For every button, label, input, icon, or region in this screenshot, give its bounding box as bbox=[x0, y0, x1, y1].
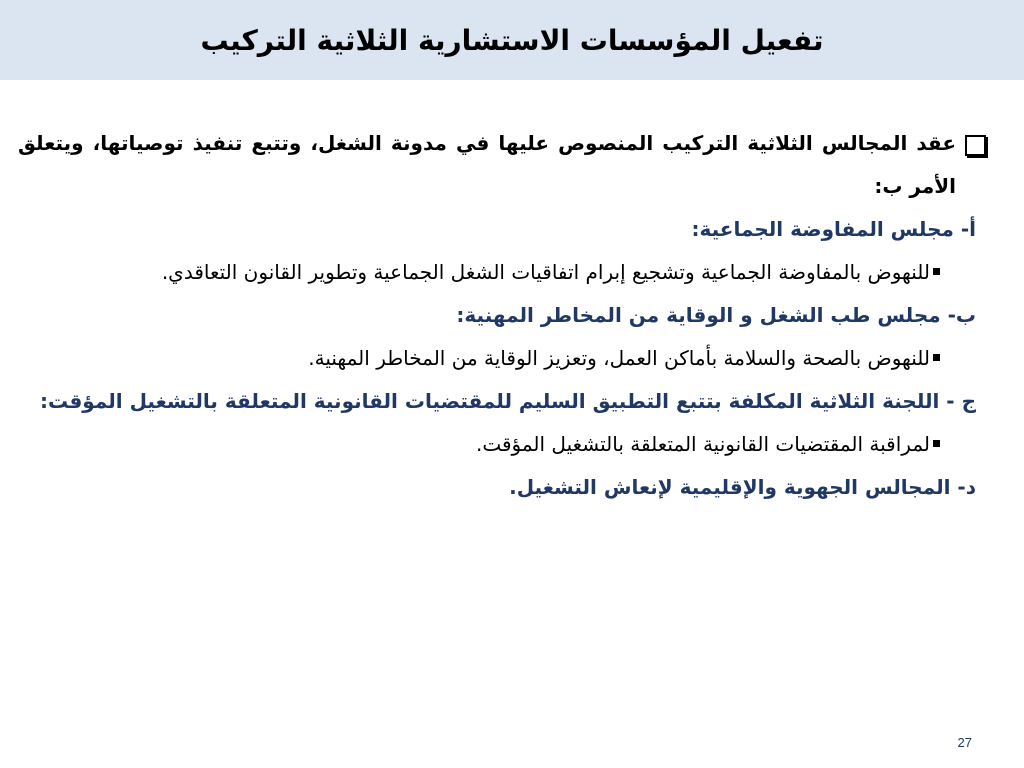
square-bullet-icon bbox=[933, 268, 940, 275]
intro-text: عقد المجالس الثلاثية التركيب المنصوص عليها في مدونة الشغل، وتتبع تنفيذ توصياتها، ويتعلق الأمر ب: bbox=[18, 131, 956, 198]
checkbox-icon bbox=[965, 135, 986, 156]
slide-content bbox=[18, 122, 986, 509]
section-heading-c: ج - اللجنة الثلاثية المكلفة بتتبع التطبيق السليم للمقتضيات القانونية المتعلقة بالتشغيل المؤقت: bbox=[40, 389, 976, 413]
intro-paragraph bbox=[18, 122, 986, 208]
slide-title: تفعيل المؤسسات الاستشارية الثلاثية التركيب bbox=[200, 23, 824, 57]
square-bullet-icon bbox=[933, 354, 940, 361]
bullet-text-a: للنهوض بالمفاوضة الجماعية وتشجيع إبرام اتفاقيات الشغل الجماعية وتطوير القانون التعاقدي. bbox=[161, 260, 930, 284]
square-bullet-icon bbox=[933, 440, 940, 447]
title-bar bbox=[0, 0, 1024, 80]
bullet-text-c: لمراقبة المقتضيات القانونية المتعلقة بالتشغيل المؤقت. bbox=[475, 432, 930, 456]
slide-number: 27 bbox=[957, 735, 972, 750]
section-heading-b: ب- مجلس طب الشغل و الوقاية من المخاطر المهنية: bbox=[456, 303, 976, 327]
bullet-item-b bbox=[18, 337, 986, 380]
section-heading-d: د- المجالس الجهوية والإقليمية لإنعاش التشغيل. bbox=[509, 475, 976, 499]
bullet-item-a bbox=[18, 251, 986, 294]
section-heading-a: أ- مجلس المفاوضة الجماعية: bbox=[691, 217, 976, 241]
bullet-text-b: للنهوض بالصحة والسلامة بأماكن العمل، وتعزيز الوقاية من المخاطر المهنية. bbox=[308, 346, 930, 370]
bullet-item-c bbox=[18, 423, 986, 466]
